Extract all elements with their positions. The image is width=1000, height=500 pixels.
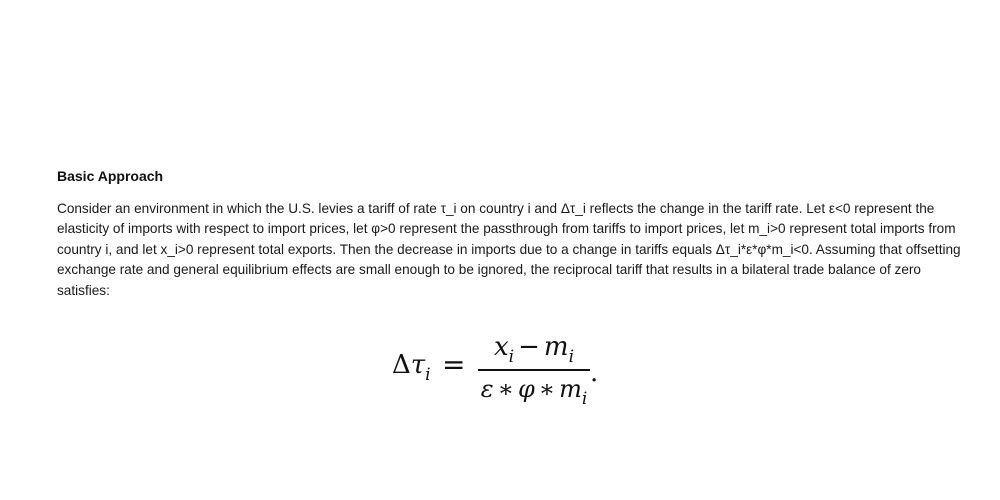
lhs-subscript: i xyxy=(425,365,431,385)
den-m-subscript: i xyxy=(581,388,588,409)
num-m: m xyxy=(543,332,569,362)
section-paragraph: Consider an environment in which the U.S. levies a tariff of rate τ_i on country i and Δτ_i reflects the change in the tariff rate. Let ε<0 represent the elasticity of imports with respect to import prices, let φ>0 represent the passthrough from tariffs to import prices, let m_i>0 represent total imports from country i, and let x_i>0 represent total exports. Then the decrease in imports due to a change in tariffs equals Δτ_i*ε*φ*m_i<0. Assuming that offsetting exchange rate and general equilibrium effects are small enough to be ignored, the reciprocal tariff that results in a bilateral trade balance of zero satisfies: xyxy=(57,201,961,298)
num-minus: − xyxy=(518,332,540,362)
equation-period: . xyxy=(590,358,599,388)
num-x-subscript: i xyxy=(508,347,515,367)
num-m-subscript: i xyxy=(568,347,574,367)
num-x: x xyxy=(494,332,509,362)
equation-fraction xyxy=(478,330,590,408)
fraction-denominator xyxy=(478,373,590,408)
equation-block xyxy=(0,330,1000,410)
section-heading: Basic Approach xyxy=(57,168,164,184)
den-times-2: ∗ xyxy=(538,374,556,403)
equation-lhs xyxy=(392,350,431,385)
den-times-1: ∗ xyxy=(497,374,514,403)
fraction-bar xyxy=(478,369,590,371)
den-epsilon: ε xyxy=(480,374,494,403)
lhs-tau: τ xyxy=(410,350,426,380)
document-section xyxy=(57,167,962,301)
fraction-numerator xyxy=(478,330,590,367)
den-phi: φ xyxy=(517,374,535,403)
lhs-delta: Δ xyxy=(392,350,411,380)
den-m: m xyxy=(559,374,582,403)
equals-sign: = xyxy=(442,348,466,381)
